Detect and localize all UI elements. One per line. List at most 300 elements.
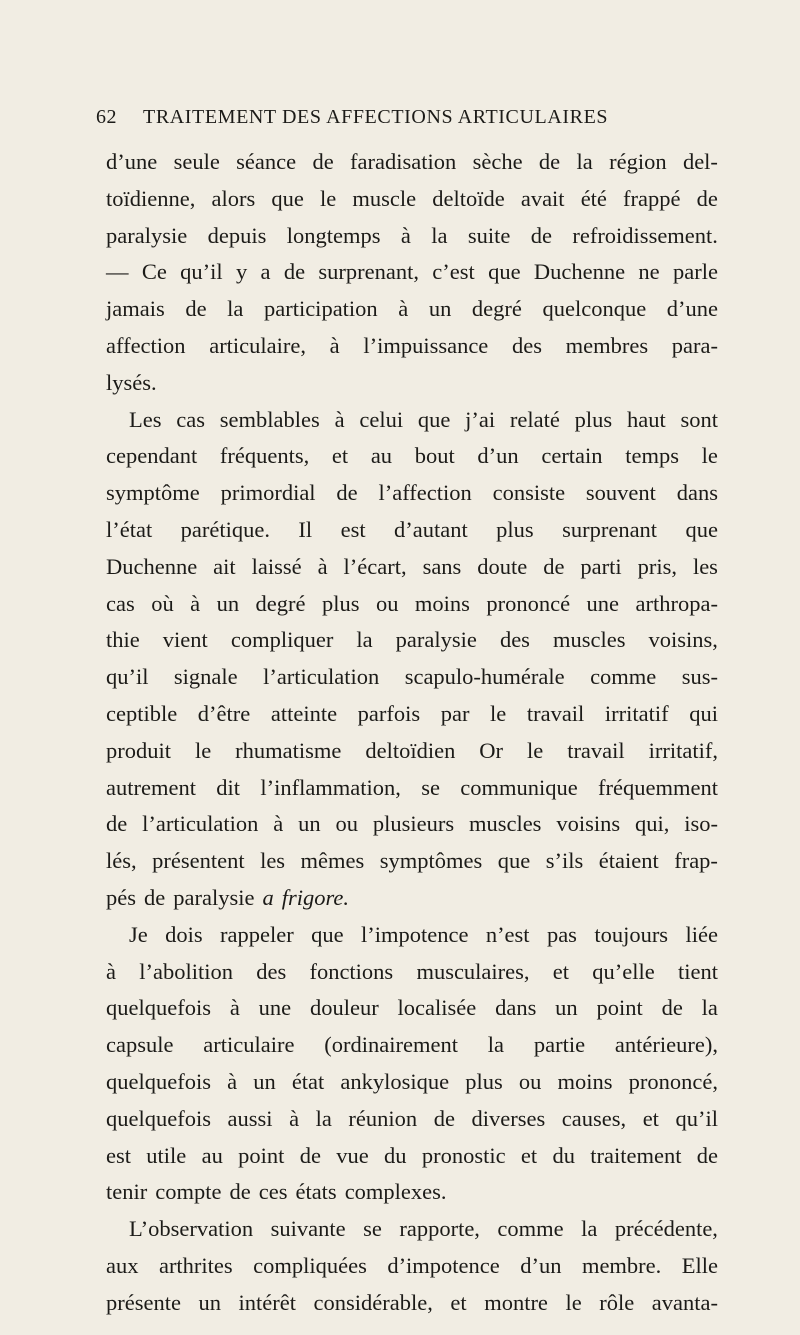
word: que [497,848,531,874]
text-line [106,254,718,291]
text-line [106,586,718,623]
word: L’observation [129,1216,254,1242]
word: sans [422,553,462,579]
word: doute [477,553,528,579]
word: cependant [106,443,198,469]
word: lés, [106,848,137,874]
word: depuis [207,222,267,248]
word: toujours [594,921,669,947]
page-number: 62 [96,106,117,128]
word: laissé [251,553,302,579]
text-line [106,1285,718,1322]
text-line [106,291,718,328]
text-line [106,806,718,843]
word: (ordinairement [324,1032,458,1058]
word: quelquefois [106,1068,211,1094]
word: muscles [552,627,626,653]
word: un [216,590,240,616]
word: prononcé, [628,1068,718,1094]
word: et [450,1289,467,1315]
word: présentent [152,848,245,874]
word: de [661,995,683,1021]
text-line [106,733,718,770]
word: traitement [590,1142,682,1168]
word: alors [211,185,256,211]
word: seule [173,149,220,174]
word: antérieure), [614,1032,718,1058]
word: est [340,516,366,542]
word: fréquemment [598,774,718,800]
word: scapulo-humérale [404,664,565,690]
word: que [271,185,304,211]
word: toïdienne, [106,185,196,211]
word: de [543,553,565,579]
word: s’ils [545,848,584,874]
text-line [106,659,718,696]
word: ou [375,590,399,616]
word: de [696,185,718,211]
word: au [370,443,393,469]
word: d’un [520,1252,562,1278]
word: communique [460,774,578,800]
word: à [398,296,409,322]
word: le [526,737,544,763]
word: se [421,774,440,800]
word: le [319,185,337,211]
word: jamais [106,296,165,322]
word: dans [676,480,718,506]
word: irritatif [604,700,669,726]
word: l’écart, [343,553,407,579]
word: le [565,1289,582,1315]
word: vue [336,1142,369,1168]
word: deltoïdien [365,737,456,763]
word: de [530,222,552,248]
word: frigore. [281,884,350,910]
text-line [106,512,718,549]
word: qu’il [180,259,223,285]
word: où [151,590,174,616]
word: Or [479,737,504,763]
word: voisins, [648,627,718,653]
word: lysés. [106,369,157,395]
word: avait [520,185,565,211]
word: la [576,149,593,174]
word: capsule [106,1032,174,1058]
text-line [106,1248,718,1285]
word: à [229,995,240,1021]
word: à [317,553,328,579]
word: relaté [509,406,560,432]
word: sont [680,406,718,432]
word: ces [258,1179,288,1205]
word: de [696,1142,718,1168]
word: paralysie [173,884,255,910]
word: surprenant [562,516,658,542]
word: de [229,1179,251,1205]
word: à [400,222,411,248]
body-text [106,144,718,1322]
word: del- [682,149,718,174]
word: des [499,627,530,653]
word: la [315,1105,332,1131]
word: moins [557,1068,613,1094]
word: compliquées [253,1252,367,1278]
word: travail [526,700,585,726]
word: été [580,185,607,211]
word: dit [216,774,241,800]
word: de [336,480,358,506]
word: mêmes [300,848,365,874]
text-line [106,1101,718,1138]
word: membres [565,332,649,358]
word: parti [580,553,622,579]
word: d’être [197,700,251,726]
word: bout [414,443,455,469]
word: un [198,1289,221,1315]
word: que [488,259,521,285]
word: d’impotence [387,1252,500,1278]
word: état [291,1068,325,1094]
word: la [356,627,373,653]
word: n’est [485,921,530,947]
text-line [106,365,718,402]
word: à [329,332,340,358]
word: de [106,811,128,837]
word: compliquer [230,627,334,653]
word: d’un [477,443,519,469]
word: a [260,259,271,285]
word: sèche [472,149,523,174]
word: — [106,259,129,285]
text-line [106,1027,718,1064]
word: de [299,1142,321,1168]
word: ou [518,1068,542,1094]
word: et [642,1105,659,1131]
word: Les [129,406,162,432]
text-line [106,181,718,218]
word: membre. [581,1252,662,1278]
word: suite [467,222,511,248]
word: c’est [432,259,475,285]
word: musculaires, [416,958,530,984]
word: haut [626,406,666,432]
word: aux [106,1252,139,1278]
word: deltoïde [432,185,505,211]
word: parétique. [180,516,270,542]
word: para- [671,332,718,358]
word: plus [465,1068,503,1094]
word: signale [173,664,238,690]
word: avanta- [651,1289,718,1315]
word: comme [497,1216,564,1242]
word: de [433,1105,455,1131]
word: refroidissement. [572,222,718,248]
text-line [106,954,718,991]
word: muscle [352,185,417,211]
word: que [417,406,451,432]
word: quelquefois [106,1105,211,1131]
word: un [298,811,321,837]
word: degré [255,590,306,616]
word: certain [541,443,603,469]
word: l’abolition [139,958,233,984]
word: à [334,406,345,432]
word: souvent [585,480,656,506]
word: région [609,149,667,174]
word: compte [155,1179,222,1205]
word: muscles [468,811,542,837]
word: dans [495,995,537,1021]
text-line [106,880,718,917]
word: thie [106,627,140,653]
word: autrement [106,774,196,800]
word: à [190,590,201,616]
word: plus [321,590,360,616]
word: étaient [598,848,659,874]
word: des [511,332,542,358]
word: et [552,958,570,984]
word: temps [625,443,679,469]
text-line [106,990,718,1027]
text-line [106,328,718,365]
word: prononcé [486,590,571,616]
word: la [701,995,718,1021]
word: le [490,700,507,726]
word: l’articulation [142,811,259,837]
word: a [262,884,274,910]
word: cas [176,406,206,432]
word: plus [574,406,613,432]
word: ceptible [106,700,178,726]
word: quelquefois [106,995,211,1021]
word: états [295,1179,337,1205]
word: un [428,296,452,322]
word: présente [106,1289,181,1315]
word: faradisation [350,149,457,174]
word: Duchenne [106,553,198,579]
word: l’impuissance [363,332,489,358]
word: l’état [106,516,153,542]
word: par [440,700,470,726]
word: semblables [219,406,320,432]
word: le [194,737,212,763]
word: à [227,1068,238,1094]
text-line [106,1211,718,1248]
word: se [363,1216,382,1242]
word: travail [567,737,625,763]
word: irritatif, [648,737,718,763]
word: utile [146,1142,187,1168]
running-title: TRAITEMENT DES AFFECTIONS ARTICULAIRES [143,106,609,128]
word: partie [533,1032,586,1058]
text-line [106,1174,718,1211]
word: est [106,1142,131,1168]
word: Elle [681,1252,718,1278]
word: voisins [556,811,621,837]
word: surprenant, [318,259,419,285]
word: et [331,443,349,469]
word: la [487,1032,505,1058]
word: les [260,848,286,874]
word: pas [546,921,577,947]
text-line [106,438,718,475]
word: degré [471,296,522,322]
word: montre [484,1289,548,1315]
word: que [311,921,344,947]
word: une [586,590,620,616]
word: paralysie [106,222,188,248]
word: symptômes [379,848,483,874]
word: de [538,149,561,174]
word: diverses [471,1105,546,1131]
word: un [253,1068,276,1094]
word: causes, [561,1105,627,1131]
text-line [106,402,718,439]
word: qui [689,700,718,726]
word: qu’il [675,1105,718,1131]
word: un [555,995,578,1021]
word: arthrites [158,1252,233,1278]
word: de [144,884,166,910]
word: affection [106,332,186,358]
word: rôle [599,1289,635,1315]
word: paralysie [395,627,477,653]
word: la [581,1216,598,1242]
text-line [106,1064,718,1101]
word: à [106,958,116,984]
word: l’inflammation, [260,774,401,800]
word: Ce [141,259,167,285]
word: produit [106,737,171,763]
word: y [235,259,248,285]
word: quelconque [542,296,647,322]
word: Je [129,921,148,947]
word: une [258,995,292,1021]
word: vient [162,627,208,653]
word: de [312,149,334,174]
word: ankylosique [340,1068,450,1094]
word: comme [590,664,657,690]
word: la [431,222,448,248]
word: frap- [674,848,718,874]
word: localisée [397,995,477,1021]
word: Il [298,516,313,542]
word: sus- [681,664,718,690]
word: fréquents, [219,443,310,469]
word: dois [165,921,203,947]
word: à [289,1105,300,1131]
word: longtemps [286,222,381,248]
word: et [520,1142,538,1168]
word: la [227,296,244,322]
word: les [692,553,718,579]
text-line [106,843,718,880]
word: qu’elle [592,958,655,984]
word: iso- [684,811,718,837]
word: des [256,958,287,984]
word: j’ai [465,406,496,432]
word: atteinte [270,700,338,726]
word: pronostic [421,1142,506,1168]
word: à [273,811,284,837]
word: complexes. [344,1179,447,1205]
word: parfois [357,700,421,726]
word: tient [677,958,718,984]
text-line [106,1138,718,1175]
word: pris, [637,553,677,579]
word: l’impotence [360,921,469,947]
word: aussi [227,1105,273,1131]
word: du [552,1142,575,1168]
word: participation [263,296,378,322]
word: l’articulation [263,664,380,690]
word: celui [359,406,404,432]
word: d’autant [394,516,468,542]
word: séance [236,149,297,174]
word: d’une [106,149,158,174]
word: rappeler [220,921,294,947]
word: réunion [348,1105,418,1131]
word: qui, [634,811,670,837]
word: de [283,259,306,285]
text-line [106,917,718,954]
word: point [596,995,643,1021]
word: l’affection [378,480,472,506]
text-line [106,770,718,807]
word: rapporte, [399,1216,480,1242]
word: au [201,1142,223,1168]
word: que [685,516,718,542]
text-line [106,622,718,659]
word: articulaire [203,1032,295,1058]
word: qu’il [106,664,149,690]
word: symptôme [106,480,200,506]
text-line [106,549,718,586]
word: articulaire, [209,332,307,358]
word: pés [106,884,136,910]
text-line [106,144,718,181]
word: parle [672,259,718,285]
word: ne [638,259,660,285]
word: cas [106,590,135,616]
word: douleur [309,995,379,1021]
text-line [106,696,718,733]
text-line [106,218,718,255]
word: liée [685,921,718,947]
word: arthropa- [635,590,718,616]
word: considérable, [313,1289,433,1315]
word: primordial [220,480,316,506]
word: Duchenne [533,259,626,285]
word: consiste [492,480,566,506]
word: le [701,443,718,469]
word: frappé [623,185,681,211]
word: de [185,296,207,322]
word: point [238,1142,285,1168]
word: intérêt [238,1289,297,1315]
text-line [106,475,718,512]
word: précédente, [614,1216,718,1242]
word: rhumatisme [235,737,342,763]
word: ait [213,553,236,579]
word: ou [335,811,358,837]
word: d’une [666,296,718,322]
word: moins [414,590,470,616]
word: tenir [106,1179,148,1205]
word: du [384,1142,407,1168]
word: suivante [270,1216,346,1242]
